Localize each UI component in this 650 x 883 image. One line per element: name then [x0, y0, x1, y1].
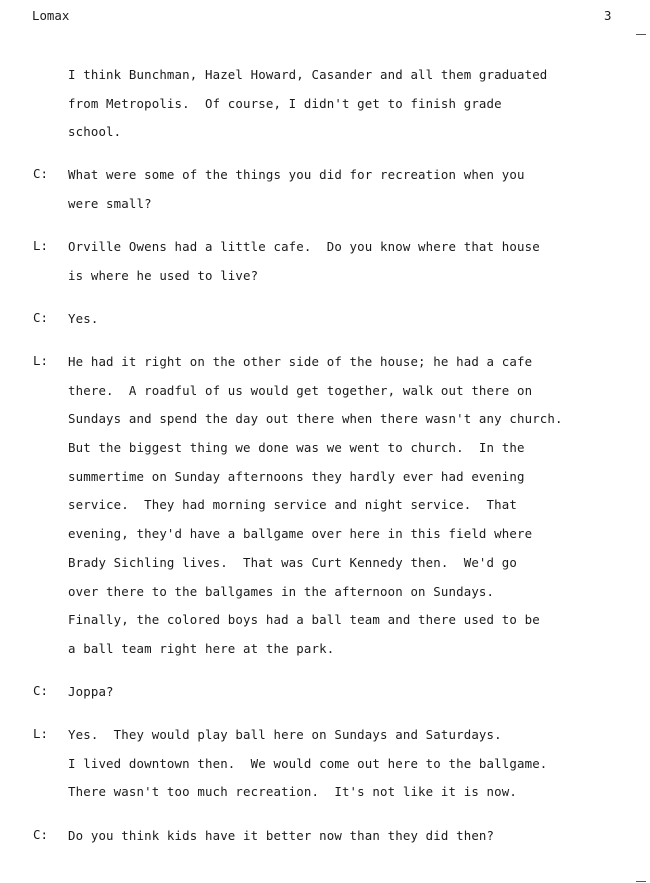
utterance-text — [68, 166, 638, 223]
speaker-label: L: — [33, 353, 48, 368]
text-line: evening, they'd have a ballgame over here in this field where — [68, 526, 533, 542]
text-line: is where he used to live? — [68, 267, 259, 283]
text-line: I think Bunchman, Hazel Howard, Casander and all them graduated — [68, 67, 548, 82]
text-line: there. A roadful of us would get together, walk out there on — [68, 382, 533, 398]
text-line: Sundays and spend the day out there when there wasn't any church. — [68, 411, 563, 427]
text-line: There wasn't too much recreation. It's not like it is now. — [68, 784, 517, 800]
speaker-label: C: — [33, 683, 48, 698]
text-line: Yes. They would play ball here on Sundays and Saturdays. — [68, 727, 502, 742]
utterance-text — [68, 827, 638, 856]
text-line: Brady Sichling lives. That was Curt Kennedy then. We'd go — [68, 554, 517, 570]
utterance-text — [68, 353, 638, 669]
margin-mark — [636, 881, 646, 882]
text-line: summertime on Sunday afternoons they hardly ever had evening — [68, 468, 525, 484]
utterance-text — [68, 683, 638, 712]
text-line: Yes. — [68, 311, 99, 326]
margin-mark — [636, 34, 646, 35]
text-line: But the biggest thing we done was we went to church. In the — [68, 440, 525, 456]
utterance-text — [68, 310, 638, 339]
text-line: a ball team right here at the park. — [68, 640, 335, 656]
speaker-label: L: — [33, 726, 48, 741]
utterance-text — [68, 66, 638, 152]
text-line: were small? — [68, 195, 152, 211]
text-line: What were some of the things you did for recreation when you — [68, 167, 525, 182]
text-line: service. They had morning service and night service. That — [68, 497, 517, 513]
text-line: Finally, the colored boys had a ball team and there used to be — [68, 612, 540, 628]
text-line: over there to the ballgames in the afternoon on Sundays. — [68, 583, 495, 599]
speaker-label: C: — [33, 166, 48, 181]
text-line: Do you think kids have it better now than they did then? — [68, 828, 495, 843]
speaker-label: L: — [33, 238, 48, 253]
text-line: school. — [68, 124, 122, 140]
text-line: He had it right on the other side of the house; he had a cafe — [68, 354, 533, 369]
speaker-label: C: — [33, 310, 48, 325]
text-line: Orville Owens had a little cafe. Do you know where that house — [68, 239, 540, 254]
utterance-text — [68, 726, 638, 812]
utterance-text — [68, 238, 638, 295]
header-name: Lomax — [32, 8, 70, 23]
text-line: Joppa? — [68, 684, 114, 699]
text-line: I lived downtown then. We would come out here to the ballgame. — [68, 755, 548, 771]
text-line: from Metropolis. Of course, I didn't get to finish grade — [68, 95, 502, 111]
speaker-label: C: — [33, 827, 48, 842]
page-number: 3 — [604, 8, 612, 23]
